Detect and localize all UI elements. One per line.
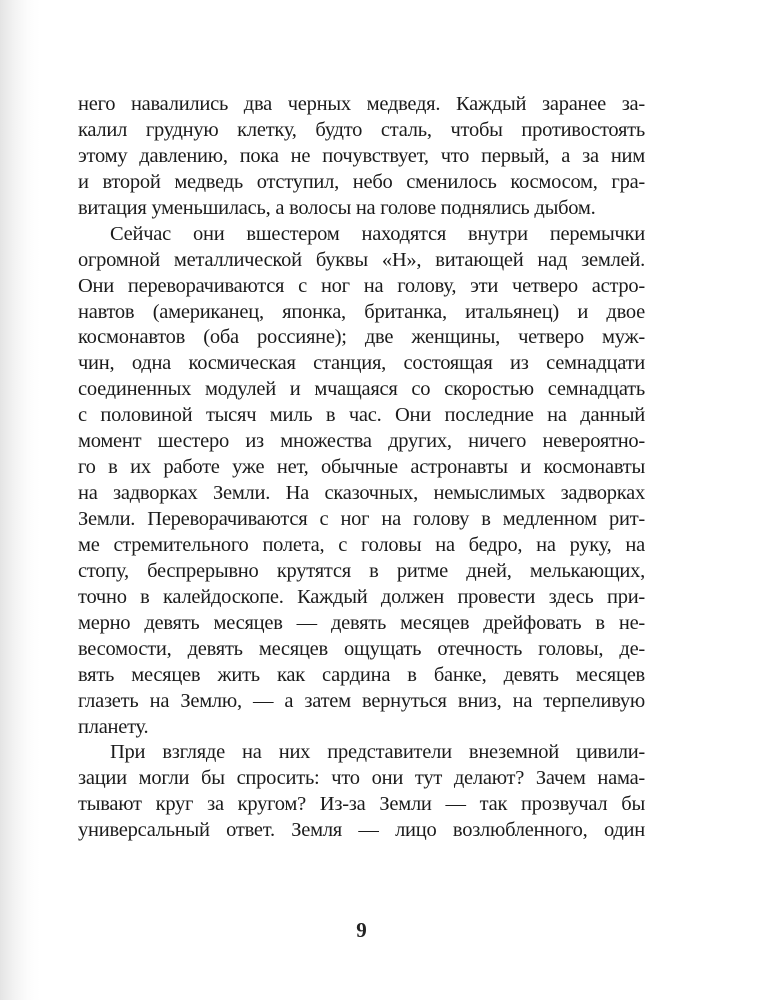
page-number: 9 [356, 918, 367, 942]
text-line: зации могли бы спросить: что они тут делают? Зачем нама- [78, 767, 645, 790]
text-line: Сейчас они вшестером находятся внутри перемычки [110, 222, 645, 245]
text-line: него навалились два черных медведя. Каждый заранее за- [78, 93, 645, 115]
text-line: Они переворачиваются с ног на голову, эти четверо астро- [78, 274, 645, 297]
text-line: витация уменьшилась, а волосы на голове поднялись дыбом. [78, 196, 596, 219]
text-line: огромной металлической буквы «Н», витающей над землей. [78, 248, 645, 271]
text-line: глазеть на Землю, — а затем вернуться вниз, на терпеливую [78, 689, 645, 712]
text-line: чин, одна космическая станция, состоящая из семнадцати [78, 352, 645, 375]
text-line: калил грудную клетку, будто сталь, чтобы противостоять [78, 118, 645, 141]
text-line: стопу, беспрерывно крутятся в ритме дней, мелькающих, [78, 559, 645, 582]
text-line: навтов (американец, японка, британка, итальянец) и двое [78, 300, 645, 323]
text-line: го в их работе уже нет, обычные астронавты и космонавты [78, 456, 645, 479]
text-line: При взгляде на них представители внеземной цивили- [110, 741, 645, 764]
text-line: соединенных модулей и мчащаяся со скоростью семнадцать [78, 378, 645, 401]
paragraph-1 [78, 92, 645, 222]
text-line: момент шестеро из множества других, ничего невероятно- [78, 430, 645, 453]
text-line: универсальный ответ. Земля — лицо возлюбленного, один [78, 819, 645, 842]
text-line: космонавтов (оба россияне); две женщины, четверо муж- [78, 326, 645, 349]
paragraph-2 [78, 222, 645, 741]
text-line: Земли. Переворачиваются с ног на голову в медленном рит- [78, 508, 645, 530]
text-line: вять месяцев жить как сардина в банке, девять месяцев [78, 663, 645, 686]
text-line: с половиной тысяч миль в час. Они последние на данный [78, 404, 645, 427]
text-line: точно в калейдоскопе. Каждый должен провести здесь при- [78, 585, 645, 608]
text-line: и второй медведь отступил, небо сменилось космосом, гра- [78, 170, 645, 193]
text-line: тывают круг за кругом? Из-за Земли — так прозвучал бы [78, 793, 645, 816]
text-line: весомости, девять месяцев ощущать отечность головы, де- [78, 637, 645, 660]
text-line: мерно девять месяцев — девять месяцев дрейфовать в не- [78, 611, 645, 634]
body-text [78, 92, 645, 844]
text-line: планету. [78, 715, 149, 738]
text-line: этому давлению, пока не почувствует, что первый, а за ним [78, 144, 645, 167]
text-line: на задворках Земли. На сказочных, немыслимых задворках [78, 482, 645, 505]
text-line: ме стремительного полета, с головы на бедро, на руку, на [78, 533, 645, 556]
paragraph-3 [78, 740, 645, 844]
